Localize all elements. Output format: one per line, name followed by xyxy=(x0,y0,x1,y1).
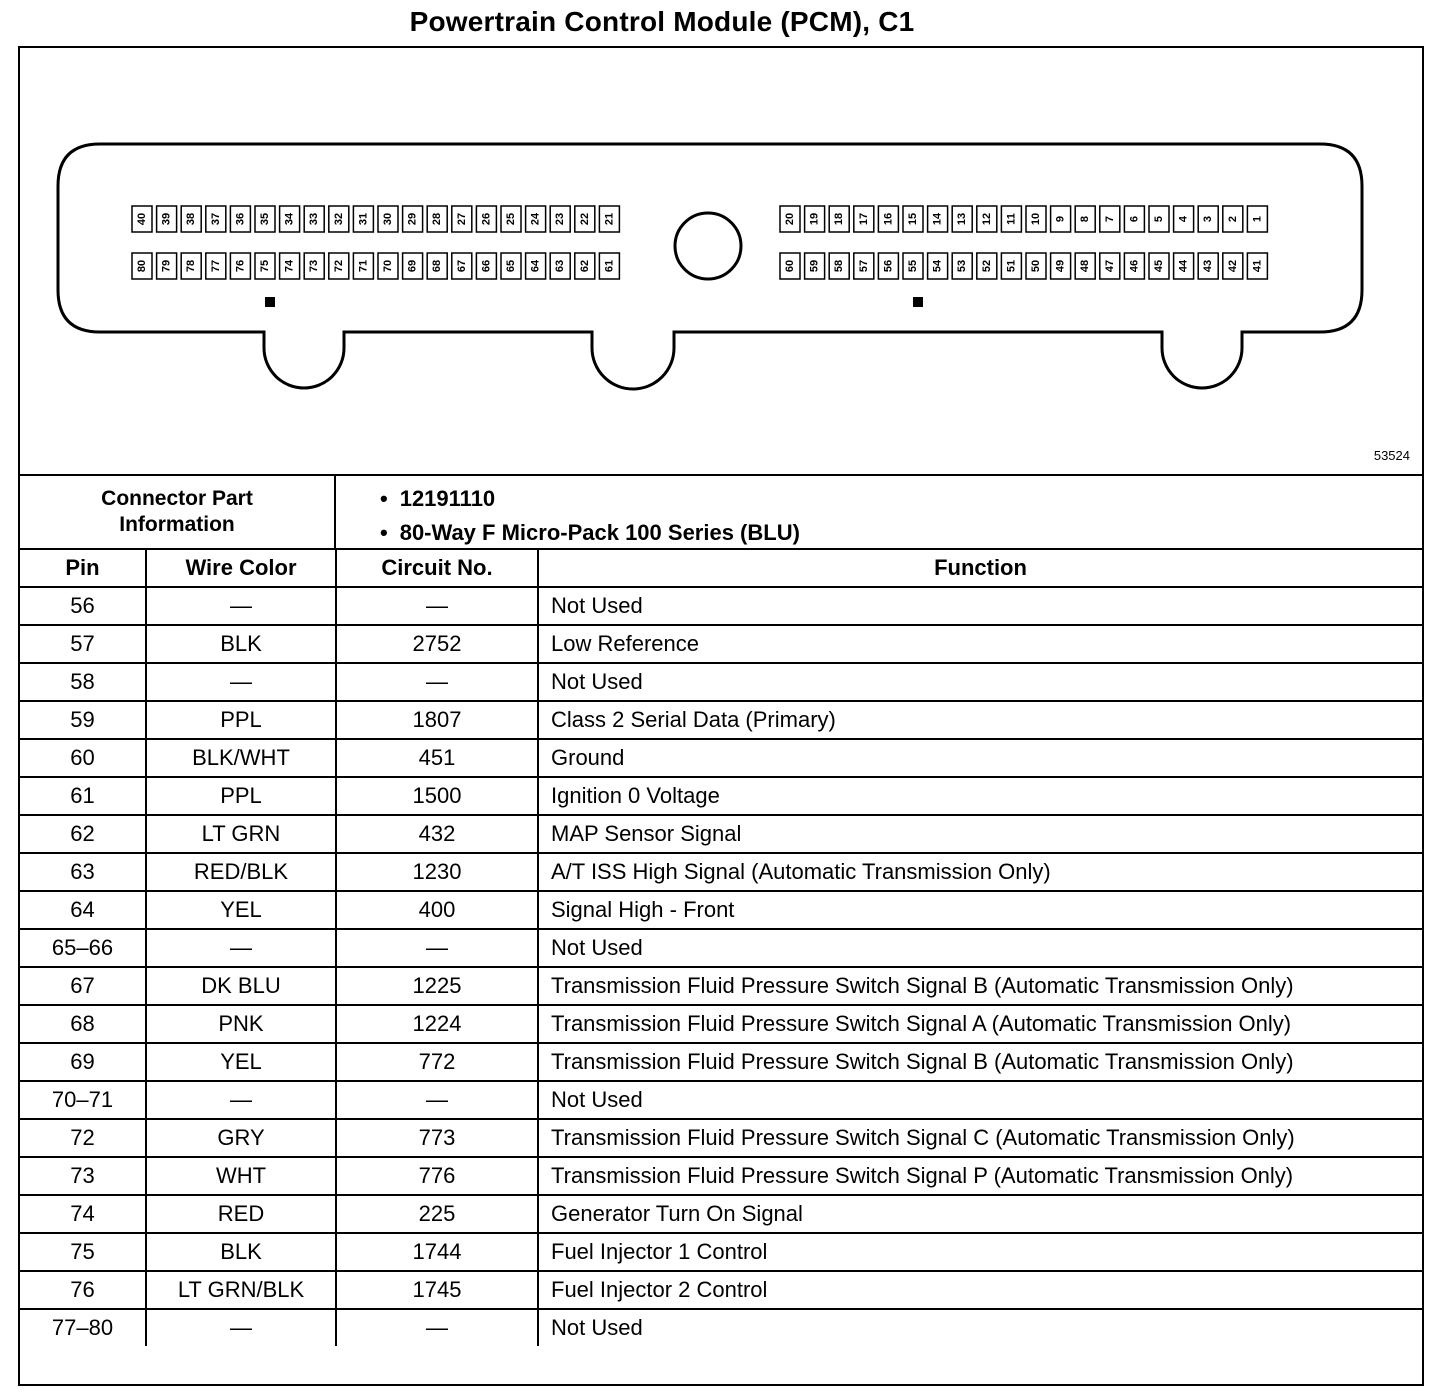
circuit-no-cell: — xyxy=(336,587,538,625)
connector-frame xyxy=(18,46,1424,1386)
pin-number-label: 3 xyxy=(1202,215,1215,223)
circuit-no-cell: 772 xyxy=(336,1043,538,1081)
pin-number-label: 9 xyxy=(1054,215,1067,223)
pin-number-label: 26 xyxy=(480,212,493,226)
connector-part-information xyxy=(20,474,1422,548)
pin-cell: 61 xyxy=(20,777,146,815)
pin-cell: 62 xyxy=(20,815,146,853)
wire-color-cell: YEL xyxy=(146,1043,336,1081)
pin-number-label: 65 xyxy=(505,259,517,273)
pin-number-label: 28 xyxy=(431,212,444,226)
function-cell: Signal High - Front xyxy=(538,891,1422,929)
pin-cell: 77–80 xyxy=(20,1309,146,1346)
pin-number-label: 44 xyxy=(1177,259,1190,273)
pin-number-label: 58 xyxy=(833,259,846,273)
pin-number-label: 7 xyxy=(1103,215,1116,223)
pin-number-label: 4 xyxy=(1177,215,1190,223)
function-cell: Ignition 0 Voltage xyxy=(538,777,1422,815)
header-wire-color: Wire Color xyxy=(146,549,336,587)
pin-number-label: 64 xyxy=(529,259,542,273)
wire-color-cell: LT GRN/BLK xyxy=(146,1271,336,1309)
page-title: Powertrain Control Module (PCM), C1 xyxy=(409,6,915,37)
pin-number-label: 24 xyxy=(529,212,542,226)
pin-number-label: 70 xyxy=(382,259,394,273)
pin-number-label: 21 xyxy=(603,212,616,226)
function-cell: Not Used xyxy=(538,929,1422,967)
pin-cell: 60 xyxy=(20,739,146,777)
pin-cell: 63 xyxy=(20,853,146,891)
function-cell: MAP Sensor Signal xyxy=(538,815,1422,853)
pin-number-label: 60 xyxy=(784,259,796,273)
connector-info-label: Connector Part Information xyxy=(20,476,336,548)
wire-color-cell: — xyxy=(146,587,336,625)
pin-cell: 56 xyxy=(20,587,146,625)
function-cell: Transmission Fluid Pressure Switch Signal C (Automatic Transmission Only) xyxy=(538,1119,1422,1157)
pin-number-label: 66 xyxy=(480,259,493,273)
circuit-no-cell: 773 xyxy=(336,1119,538,1157)
pinout-table xyxy=(20,548,1422,1346)
pin-number-label: 71 xyxy=(357,259,370,273)
table-row xyxy=(20,1081,1422,1119)
pin-number-label: 35 xyxy=(259,212,271,226)
table-row xyxy=(20,1309,1422,1346)
function-cell: Not Used xyxy=(538,1081,1422,1119)
pin-number-label: 79 xyxy=(160,259,173,273)
pin-number-label: 80 xyxy=(136,259,148,273)
pin-number-label: 47 xyxy=(1103,259,1116,273)
wire-color-cell: PNK xyxy=(146,1005,336,1043)
header-pin: Pin xyxy=(20,549,146,587)
pin-number-label: 59 xyxy=(808,259,821,273)
pin-number-label: 33 xyxy=(308,212,321,226)
pin-cell: 58 xyxy=(20,663,146,701)
pin-number-label: 52 xyxy=(980,259,993,273)
pin-number-label: 75 xyxy=(259,259,271,273)
pin-cell: 76 xyxy=(20,1271,146,1309)
pin-number-label: 78 xyxy=(185,259,198,273)
pin-cavities xyxy=(132,206,1267,279)
connector-housing-outline xyxy=(58,144,1362,389)
pin-number-label: 36 xyxy=(234,212,247,226)
wire-color-cell: DK BLU xyxy=(146,967,336,1005)
table-row xyxy=(20,1271,1422,1309)
table-row xyxy=(20,853,1422,891)
pin-number-label: 29 xyxy=(406,212,419,226)
circuit-no-cell: 400 xyxy=(336,891,538,929)
wire-color-cell: YEL xyxy=(146,891,336,929)
pin-number-label: 34 xyxy=(283,212,296,226)
pin-number-label: 51 xyxy=(1005,259,1018,273)
pin-number-label: 50 xyxy=(1030,259,1042,273)
table-row xyxy=(20,815,1422,853)
table-row xyxy=(20,1043,1422,1081)
pin-number-label: 27 xyxy=(455,212,468,226)
pin-cell: 68 xyxy=(20,1005,146,1043)
circuit-no-cell: 1745 xyxy=(336,1271,538,1309)
circuit-no-cell: — xyxy=(336,663,538,701)
pin-number-label: 72 xyxy=(332,259,345,273)
function-cell: Low Reference xyxy=(538,625,1422,663)
function-cell: Transmission Fluid Pressure Switch Signal B (Automatic Transmission Only) xyxy=(538,967,1422,1005)
pin-cell: 65–66 xyxy=(20,929,146,967)
pin-number-label: 45 xyxy=(1153,259,1165,273)
pin-number-label: 12 xyxy=(980,212,993,226)
pinout-table-body xyxy=(20,587,1422,1346)
pin-number-label: 2 xyxy=(1226,215,1239,223)
pin-cell: 72 xyxy=(20,1119,146,1157)
table-row xyxy=(20,587,1422,625)
function-cell: Transmission Fluid Pressure Switch Signal A (Automatic Transmission Only) xyxy=(538,1005,1422,1043)
pin-number-label: 76 xyxy=(234,259,247,273)
pin-number-label: 38 xyxy=(185,212,198,226)
connector-diagram xyxy=(20,48,1422,474)
circuit-no-cell: 451 xyxy=(336,739,538,777)
table-row xyxy=(20,891,1422,929)
pin-number-label: 69 xyxy=(406,259,419,273)
circuit-no-cell: 1744 xyxy=(336,1233,538,1271)
pin-number-label: 42 xyxy=(1226,259,1239,273)
wire-color-cell: RED/BLK xyxy=(146,853,336,891)
pin-cell: 73 xyxy=(20,1157,146,1195)
function-cell: Not Used xyxy=(538,663,1422,701)
pin-number-label: 5 xyxy=(1153,215,1165,223)
pin-number-label: 46 xyxy=(1128,259,1141,273)
circuit-no-cell: 1230 xyxy=(336,853,538,891)
pin-cell: 59 xyxy=(20,701,146,739)
wire-color-cell: BLK xyxy=(146,1233,336,1271)
circuit-no-cell: 1225 xyxy=(336,967,538,1005)
function-cell: Ground xyxy=(538,739,1422,777)
pin-cell: 69 xyxy=(20,1043,146,1081)
table-row xyxy=(20,701,1422,739)
header-function: Function xyxy=(538,549,1422,587)
pin-number-label: 19 xyxy=(808,212,821,226)
pin-marker-right xyxy=(913,297,923,307)
table-row xyxy=(20,777,1422,815)
wire-color-cell: LT GRN xyxy=(146,815,336,853)
wire-color-cell: BLK xyxy=(146,625,336,663)
pin-number-label: 22 xyxy=(578,212,591,226)
pin-number-label: 43 xyxy=(1202,259,1215,273)
pin-number-label: 11 xyxy=(1005,213,1018,225)
circuit-no-cell: 2752 xyxy=(336,625,538,663)
pin-cell: 70–71 xyxy=(20,1081,146,1119)
table-row xyxy=(20,1195,1422,1233)
function-cell: Not Used xyxy=(538,1309,1422,1346)
connector-center-hole xyxy=(675,213,741,279)
wire-color-cell: — xyxy=(146,1081,336,1119)
table-row xyxy=(20,663,1422,701)
pin-number-label: 18 xyxy=(833,212,846,226)
pin-number-label: 57 xyxy=(857,259,870,273)
table-header-row xyxy=(20,549,1422,587)
pin-cell: 67 xyxy=(20,967,146,1005)
pin-number-label: 30 xyxy=(382,212,394,226)
pin-number-label: 1 xyxy=(1251,215,1264,223)
pin-number-label: 20 xyxy=(784,212,796,226)
pin-number-label: 53 xyxy=(956,259,969,273)
pin-number-label: 23 xyxy=(554,212,567,226)
circuit-no-cell: 776 xyxy=(336,1157,538,1195)
pin-number-label: 49 xyxy=(1054,259,1067,273)
part-number: • 12191110 xyxy=(380,482,800,516)
pin-number-label: 62 xyxy=(578,259,591,273)
pin-number-label: 77 xyxy=(209,259,222,273)
pin-number-label: 54 xyxy=(931,259,944,273)
pin-number-label: 25 xyxy=(505,212,517,226)
pin-number-label: 31 xyxy=(357,212,370,226)
wire-color-cell: — xyxy=(146,1309,336,1346)
table-row xyxy=(20,1119,1422,1157)
wire-color-cell: — xyxy=(146,663,336,701)
table-row xyxy=(20,929,1422,967)
wire-color-cell: PPL xyxy=(146,777,336,815)
pin-number-label: 37 xyxy=(209,212,222,226)
pin-number-label: 61 xyxy=(603,259,616,273)
wire-color-cell: GRY xyxy=(146,1119,336,1157)
function-cell: Generator Turn On Signal xyxy=(538,1195,1422,1233)
function-cell: Fuel Injector 2 Control xyxy=(538,1271,1422,1309)
circuit-no-cell: — xyxy=(336,1081,538,1119)
pin-cell: 75 xyxy=(20,1233,146,1271)
table-row xyxy=(20,739,1422,777)
pin-marker-left xyxy=(265,297,275,307)
pin-number-label: 56 xyxy=(882,259,895,273)
pin-number-label: 41 xyxy=(1251,259,1264,273)
pin-number-label: 14 xyxy=(931,212,944,226)
wire-color-cell: BLK/WHT xyxy=(146,739,336,777)
circuit-no-cell: 1224 xyxy=(336,1005,538,1043)
pin-number-label: 15 xyxy=(907,212,919,226)
wire-color-cell: RED xyxy=(146,1195,336,1233)
pin-number-label: 17 xyxy=(857,212,870,226)
function-cell: Fuel Injector 1 Control xyxy=(538,1233,1422,1271)
pin-number-label: 73 xyxy=(308,259,321,273)
pin-number-label: 10 xyxy=(1030,212,1042,226)
header-circuit-no: Circuit No. xyxy=(336,549,538,587)
table-row xyxy=(20,1005,1422,1043)
table-row xyxy=(20,1233,1422,1271)
figure-id: 53524 xyxy=(1373,448,1410,463)
connector-face-svg xyxy=(20,48,1422,474)
circuit-no-cell: 432 xyxy=(336,815,538,853)
circuit-no-cell: 1500 xyxy=(336,777,538,815)
pin-number-label: 8 xyxy=(1079,215,1092,223)
function-cell: A/T ISS High Signal (Automatic Transmission Only) xyxy=(538,853,1422,891)
pin-cell: 57 xyxy=(20,625,146,663)
table-row xyxy=(20,967,1422,1005)
wire-color-cell: WHT xyxy=(146,1157,336,1195)
wire-color-cell: PPL xyxy=(146,701,336,739)
pin-number-label: 55 xyxy=(907,259,919,273)
table-row xyxy=(20,1157,1422,1195)
function-cell: Class 2 Serial Data (Primary) xyxy=(538,701,1422,739)
wire-color-cell: — xyxy=(146,929,336,967)
pin-number-label: 48 xyxy=(1079,259,1092,273)
pin-number-label: 67 xyxy=(455,259,468,273)
pin-number-label: 16 xyxy=(882,212,895,226)
pin-number-label: 40 xyxy=(136,212,148,226)
pin-number-label: 6 xyxy=(1128,215,1141,223)
circuit-no-cell: — xyxy=(336,1309,538,1346)
pin-number-label: 13 xyxy=(956,212,969,226)
pin-number-label: 74 xyxy=(283,259,296,273)
function-cell: Not Used xyxy=(538,587,1422,625)
pin-number-label: 63 xyxy=(554,259,567,273)
table-row xyxy=(20,625,1422,663)
pin-number-label: 39 xyxy=(160,212,173,226)
pin-number-label: 68 xyxy=(431,259,444,273)
pin-cell: 74 xyxy=(20,1195,146,1233)
function-cell: Transmission Fluid Pressure Switch Signal B (Automatic Transmission Only) xyxy=(538,1043,1422,1081)
circuit-no-cell: 1807 xyxy=(336,701,538,739)
pin-cell: 64 xyxy=(20,891,146,929)
connector-part-list xyxy=(380,482,800,550)
function-cell: Transmission Fluid Pressure Switch Signal P (Automatic Transmission Only) xyxy=(538,1157,1422,1195)
pin-number-label: 32 xyxy=(332,212,345,226)
circuit-no-cell: — xyxy=(336,929,538,967)
circuit-no-cell: 225 xyxy=(336,1195,538,1233)
part-description: • 80-Way F Micro-Pack 100 Series (BLU) xyxy=(380,516,800,550)
